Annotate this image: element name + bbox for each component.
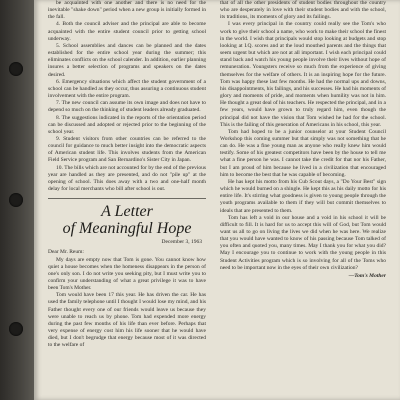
body-paragraph: 5. School assemblies and dances can be planned and the dates established for the entire school year during the summer; this eliminates conflicts on the school calender. In addition, earlier planning insures a better selection of programs and speakers on the dates desired. <box>48 42 206 78</box>
letter-paragraph: I was every principal in the country could really see the Tom's who work to give their school a name, who work to make their school the finest in the world. I wish that principals would stop looking at budgets and stop looking at I.Q. scores and at the loud mouthed parents and the things that seem urgent but which are not at all important. I wish each principal could stand back and watch his young people involve their lives without hope of remuneration. Youngsters receive so much from the experience of giving themselves for the welfare of others. It is an inspiring hope for the future. Tom was happy these last few months. He had the normal ups and downs, his disappointments, his failings, and his successes. He had his moments of glory and moments of pride, and moments when humility was not in him. He thought a great deal of his teachers. He respected the principal, and in a few years, would have grown to truly regard him, even though the principal did not have the vision that Tom wished he had for the school. This is the failing of this generation of Americans in his school, this year. <box>220 21 386 128</box>
body-paragraph: 8. The suggestions indicated in the reports of the orientation period can be discussed and adopted or rejected prior to the beginning of the school year. <box>48 114 206 135</box>
binder-edge <box>0 0 34 400</box>
letter-paragraph: Tom had hoped to be a junior counselor at your Student Council Workshop this coming summer but that simply was not something that he can do. He was a fine young man as anyone who really knew him would testify. Some of his greatest competitors have been by the house to tell me what a fine person he was. I cannot take the credit for that nor his Father, but I am proud of him because he lived in a civilization that encouraged him to become the best that he was capable of becoming. <box>220 128 386 178</box>
body-paragraph: 10. The bills which are not accounted for by the end of the previous year are handled as they are presented, and do not "pile up" at the opening of school. This does away with a two and one-half month delay for local merchants who bill after school is out. <box>48 164 206 193</box>
letter-signature: —Tom's Mother <box>348 272 386 279</box>
article-title-line-1: A Letter <box>101 203 153 221</box>
body-paragraph: 6. Emergency situations which affect the student government of a school can be handled as they occur, thus assuring a continuous student involvement with the entire program. <box>48 78 206 100</box>
body-paragraph: 9. Student visitors from other countries can be referred to the council for guidance to much better insight into the democratic aspects of American student life. This involves students from the American Field Service program and San Bernardino's Sister City in Japan. <box>48 135 206 164</box>
document-page <box>34 0 400 400</box>
letter-paragraph: My days are empty now that Tom is gone. You cannot know how quiet a house becomes when the homeness disappears in the person of one's only son. I do not write you seeking pity, but I must write you to confirm your understanding of what a great privilege it was to have been Tom's Mother. <box>48 256 206 292</box>
body-paragraph: 7. The new council can assume its own image and does not have to depend so much on the thinking of student leaders already graduated. <box>48 100 206 114</box>
body-paragraph: be acquainted with one another and there is no need for the inevitable "shake down" period when a new group is initially formed in the fall. <box>48 0 206 21</box>
binder-hole <box>9 62 23 76</box>
body-paragraph: 4. Both the council adviser and the principal are able to become acquainted with the entire student council prior to getting school underway. <box>48 21 206 42</box>
letter-paragraph: He has kept his motto from his Cub Scout days, a "Do Your Best" sign which he would burned on a shingle. He kept this as his daily motto for his entire life. It's stirring what goodness is given to young people through the youth programs available to them if they will but commit themselves to ideals that are presented to them. <box>220 178 386 214</box>
letter-paragraph: Tom would have been 17 this year. He has driven the car. He has used the family telephone until I thought I would lose my mind, and his Father thought every one of our friends would leave us because they were unable to reach us by phone. Tom had expended more energy during the past few months of his life than ever before. Perhaps that very expense of energy cost him his life sooner that he would have died, but I don't begrudge that energy because most of it was directed to the welfare of <box>48 292 206 349</box>
left-column <box>48 0 206 400</box>
letter-paragraph: Tom has left a void in our house and a void in his school it will be difficult to fill. It is hard for us to accept this will of God, but Tom would want us all to go on living the lives we did when he was here. We realize that you would have wanted to know of his passing because Tom talked of you often and quoted you, many times. May I thank you for what you did? May I encourage you to continue to work with the young people in this Student Activities program which is so involving for all of the Toms who need to be important now in the eyes of their own civilization? <box>220 214 386 271</box>
section-divider <box>48 198 206 199</box>
binder-hole <box>9 193 23 207</box>
right-column <box>220 0 386 400</box>
letter-paragraph: that of all the other presidents of student bodies throughout the country who are desperately in love with their student bodies and with the school, its traditions, its moments of glory and its failings. <box>220 0 386 21</box>
letter-salutation: Dear Mr. Reum: <box>48 249 84 256</box>
binder-hole <box>9 322 23 336</box>
letter-date: December 3, 1963 <box>161 239 202 246</box>
article-title-line-2: of Meaningful Hope <box>62 220 192 238</box>
